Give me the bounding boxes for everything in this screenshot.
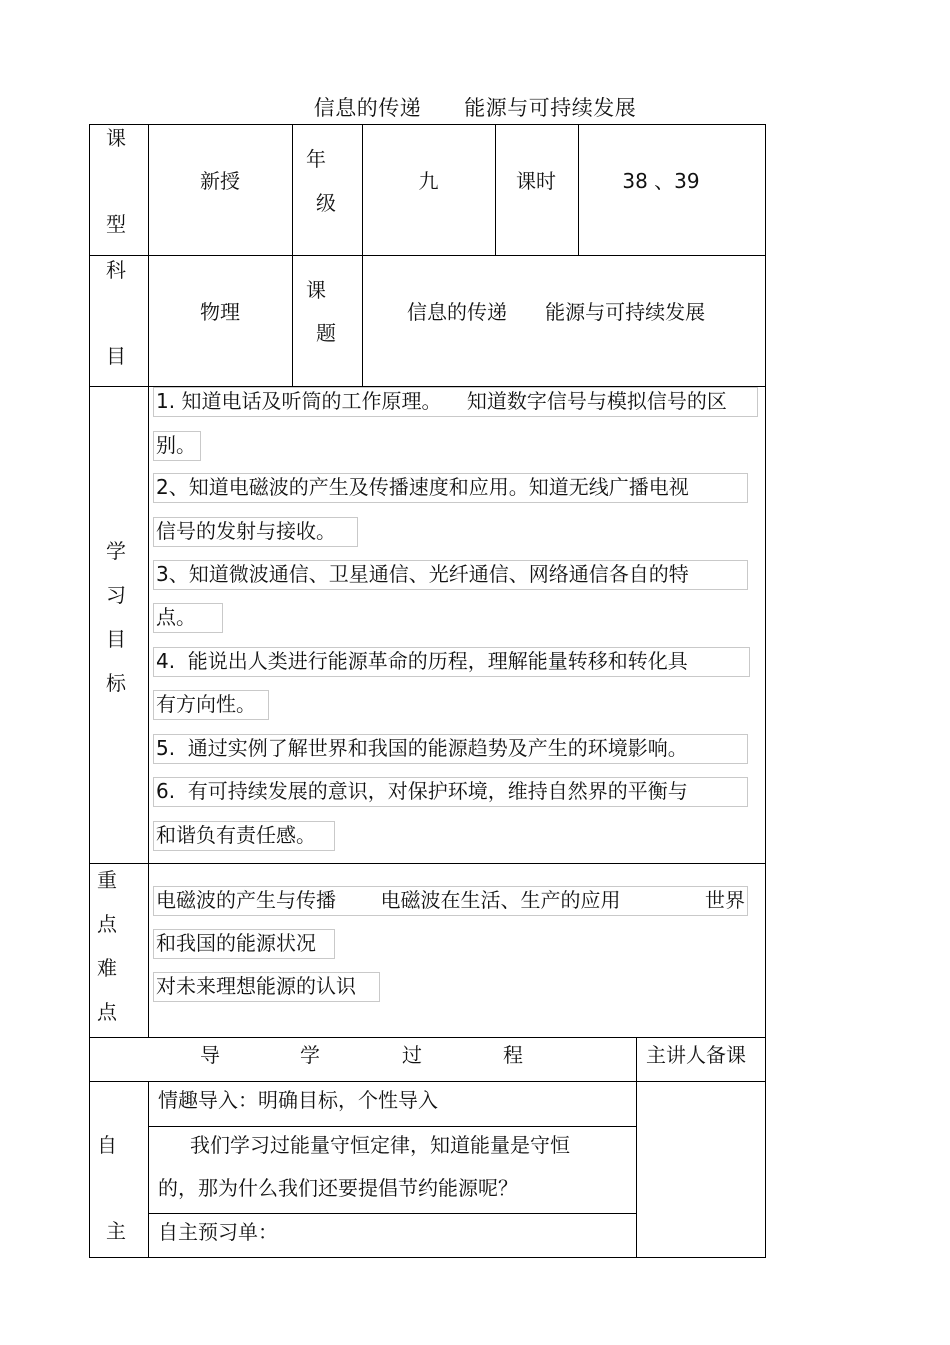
objective-line: 和谐负有责任感。	[156, 823, 316, 847]
vline-label-col-lower	[148, 1081, 149, 1258]
objectives-label-char: 目	[106, 627, 126, 651]
keypoint-line: 对未来理想能源的认识	[156, 974, 356, 998]
objectives-label-char: 学	[106, 539, 126, 563]
question-line-2: 的，那为什么我们还要提倡节约能源呢？	[158, 1176, 518, 1200]
keypoint-line-end: 世界	[705, 888, 745, 912]
course-type-value: 新授	[200, 169, 240, 193]
self-study-label-a: 自	[97, 1133, 117, 1157]
row2-label-a: 科	[106, 258, 126, 282]
hline-question-bottom	[148, 1213, 637, 1214]
topic-label-a: 课	[306, 278, 326, 302]
objective-line: 4. 能说出人类进行能源革命的历程，理解能量转移和转化具	[156, 649, 688, 673]
keypoints-label-char: 重	[97, 868, 117, 892]
row1-label-a: 课	[106, 126, 126, 150]
vline-col4	[495, 124, 496, 256]
hline-row1-bottom	[89, 255, 766, 256]
document-title: 信息的传递 能源与可持续发展	[313, 96, 637, 120]
vline-right	[765, 124, 766, 1258]
objective-line: 信号的发射与接收。	[156, 519, 336, 543]
vline-col2	[292, 124, 293, 387]
self-study-label-b: 主	[106, 1219, 126, 1243]
keypoint-line: 和我国的能源状况	[156, 931, 316, 955]
row2-label-b: 目	[106, 344, 126, 368]
subject-value: 物理	[200, 300, 240, 324]
objectives-label-char: 习	[106, 583, 126, 607]
objective-line: 1. 知道电话及听筒的工作原理。 知道数字信号与模拟信号的区	[156, 389, 727, 413]
vline-col3	[362, 124, 363, 387]
topic-label-b: 题	[316, 321, 336, 345]
objective-line: 3、知道微波通信、卫星通信、光纤通信、网络通信各自的特	[156, 562, 689, 586]
vline-label-col	[148, 124, 149, 1038]
objective-line: 点。	[156, 605, 196, 629]
grade-value: 九	[418, 169, 439, 193]
topic-value: 信息的传递 能源与可持续发展	[407, 300, 706, 324]
hline-keypoints-bottom	[89, 1037, 766, 1038]
question-line-1: 我们学习过能量守恒定律，知道能量是守恒	[190, 1133, 570, 1157]
objective-line: 2、知道电磁波的产生及传播速度和应用。知道无线广播电视	[156, 475, 689, 499]
keypoints-label-char: 难	[97, 956, 117, 980]
objective-line: 5. 通过实例了解世界和我国的能源趋势及产生的环境影响。	[156, 736, 688, 760]
keypoints-label-char: 点	[97, 912, 117, 936]
preview-sheet-label: 自主预习单：	[158, 1220, 278, 1244]
grade-label-a: 年	[306, 147, 326, 171]
process-char: 导	[200, 1043, 220, 1067]
objective-line: 有方向性。	[156, 692, 256, 716]
hline-top	[89, 124, 766, 125]
teacher-prep-label: 主讲人备课	[646, 1043, 746, 1067]
keypoint-line: 电磁波的产生与传播 电磁波在生活、生产的应用	[156, 888, 621, 912]
hline-process-bottom	[89, 1081, 766, 1082]
hline-intro-bottom	[148, 1126, 637, 1127]
hline-objectives-bottom	[89, 863, 766, 864]
objectives-label-char: 标	[106, 671, 126, 695]
row1-label-b: 型	[106, 212, 126, 236]
intro-line: 情趣导入：明确目标，个性导入	[158, 1088, 438, 1112]
process-char: 过	[402, 1043, 422, 1067]
period-label: 课时	[516, 169, 556, 193]
vline-left	[89, 124, 90, 1258]
grade-label-b: 级	[316, 191, 336, 215]
process-char: 学	[300, 1043, 320, 1067]
vline-teacher-col	[636, 1037, 637, 1258]
objective-line: 别。	[156, 433, 196, 457]
period-value: 38 、39	[622, 169, 700, 193]
process-char: 程	[503, 1043, 523, 1067]
keypoints-label-char: 点	[97, 1000, 117, 1024]
objective-line: 6. 有可持续发展的意识，对保护环境，维持自然界的平衡与	[156, 779, 688, 803]
hline-bottom	[89, 1257, 766, 1258]
